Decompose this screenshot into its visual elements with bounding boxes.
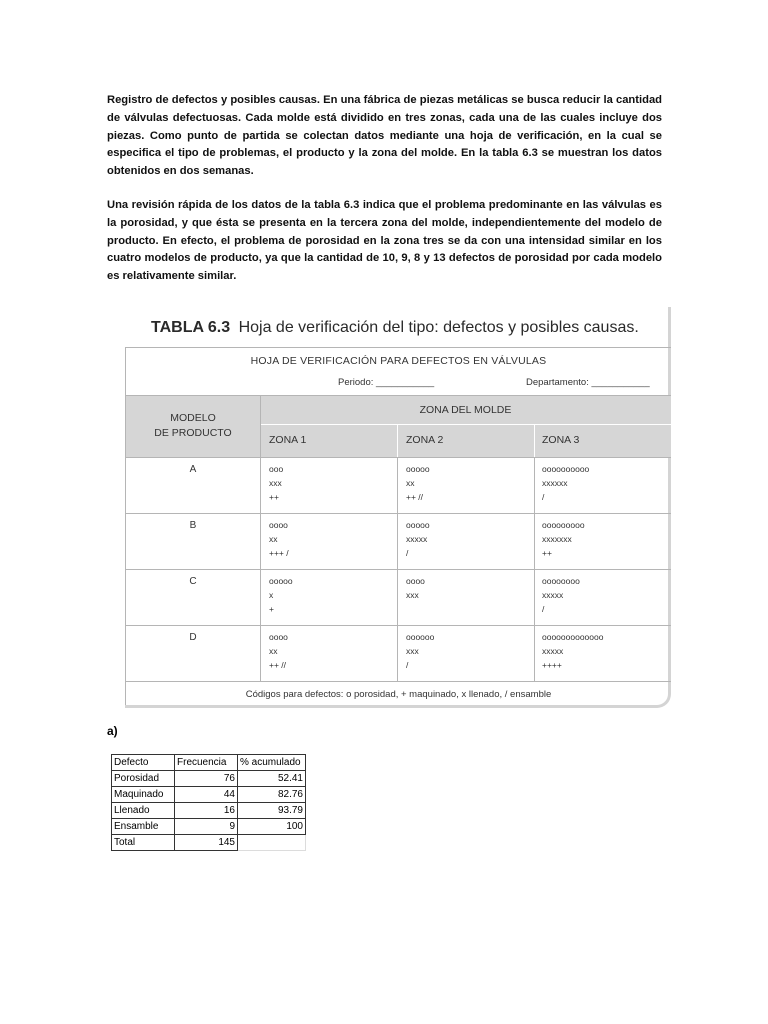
rule — [261, 424, 671, 425]
tally-fill: x — [269, 590, 274, 600]
rule — [397, 457, 398, 681]
cumulative-percent: 82.76 — [238, 787, 306, 803]
tally-porosity: oooo — [406, 576, 425, 586]
total-label: Total — [112, 835, 175, 851]
intro-paragraph: Registro de defectos y posibles causas. En una fábrica de piezas metálicas se busca reducir la cantidad de válvulas defectuosas. Cada molde está dividido en tres zonas, cada una de las cuales incluye dos piezas. Como punto de partida se colectan datos mediante una hoja de verificación, en la cual se especifica el tipo de problemas, el producto y la zona del molde. En la tabla 6.3 se muestran los datos obtenidos en dos semanas. — [107, 94, 662, 178]
tally-other: ++ // — [406, 492, 424, 502]
rule — [126, 681, 671, 682]
defect-name: Maquinado — [112, 787, 175, 803]
defect-name: Llenado — [112, 803, 175, 819]
total-frequency: 145 — [175, 835, 238, 851]
rule — [126, 395, 671, 396]
tally-fill: xx — [406, 478, 415, 488]
model-label: B — [189, 520, 197, 531]
tally-fill: xxxxx — [542, 590, 564, 600]
tally-cell — [542, 574, 580, 616]
tally-fill: xxx — [406, 590, 419, 600]
table-row — [112, 803, 320, 819]
tally-porosity: oooooo — [406, 632, 435, 642]
tally-cell — [406, 462, 430, 504]
zone-1-header: ZONA 1 — [269, 434, 307, 446]
tally-porosity: ooooooooo — [542, 520, 585, 530]
table-header-row — [112, 755, 320, 771]
check-sheet — [125, 347, 670, 705]
table-row — [112, 771, 320, 787]
cumulative-percent: 93.79 — [238, 803, 306, 819]
tally-porosity: oooooooooo — [542, 464, 590, 474]
frequency-value: 76 — [175, 771, 238, 787]
tally-porosity: ooo — [269, 464, 284, 474]
tally-fill: xx — [269, 646, 278, 656]
spreadsheet-gridline — [306, 819, 320, 835]
zone-2-header: ZONA 2 — [406, 434, 444, 446]
zone-3-header: ZONA 3 — [542, 434, 580, 446]
rule — [126, 457, 671, 458]
tally-cell — [406, 630, 434, 672]
rule — [534, 457, 535, 681]
spreadsheet-gridline — [306, 755, 320, 771]
sheet-title: HOJA DE VERIFICACIÓN PARA DEFECTOS EN VÁLVULAS — [250, 355, 547, 367]
tally-cell — [269, 574, 293, 616]
tally-cell — [542, 462, 589, 504]
tally-fill: xxx — [269, 478, 282, 488]
tally-cell — [542, 630, 603, 672]
tally-porosity: ooooooooooooo — [542, 632, 604, 642]
tally-cell — [542, 518, 585, 560]
rule — [126, 347, 671, 348]
tally-cell — [269, 518, 289, 560]
table-6-3 — [125, 307, 671, 708]
table-description: Hoja de verificación del tipo: defectos y posibles causas. — [238, 319, 639, 336]
tally-fill: xxxxx — [542, 646, 564, 656]
column-header: Frecuencia — [175, 755, 238, 771]
tally-other: / — [542, 604, 545, 614]
spreadsheet-gridline — [306, 835, 320, 851]
spreadsheet-gridline — [306, 787, 320, 803]
department-field: Departamento: ___________ — [526, 377, 650, 388]
column-header: Defecto — [112, 755, 175, 771]
tally-fill: xx — [269, 534, 278, 544]
tally-porosity: ooooo — [406, 464, 430, 474]
rule — [126, 513, 671, 514]
rule — [126, 625, 671, 626]
tally-cell — [269, 462, 283, 504]
spreadsheet-gridline — [306, 803, 320, 819]
tally-porosity: oooo — [269, 632, 288, 642]
section-label: a) — [107, 724, 118, 738]
model-label: C — [189, 576, 197, 587]
table-number: TABLA 6.3 — [151, 319, 231, 336]
model-label: A — [189, 464, 197, 475]
tally-other: +++ / — [269, 548, 289, 558]
frequency-value: 9 — [175, 819, 238, 835]
table-row — [112, 787, 320, 803]
frequency-value: 16 — [175, 803, 238, 819]
frequency-table — [111, 754, 320, 851]
table-total-row — [112, 835, 320, 851]
tally-cell — [406, 518, 430, 560]
tally-cell — [269, 630, 288, 672]
rule — [126, 569, 671, 570]
tally-cell — [406, 574, 425, 602]
tally-other: ++ — [542, 548, 552, 558]
defect-name: Porosidad — [112, 771, 175, 787]
tally-porosity: oooo — [269, 520, 288, 530]
tally-other: ++ // — [269, 660, 287, 670]
defect-codes-legend: Códigos para defectos: o porosidad, + maquinado, x llenado, / ensamble — [245, 689, 552, 700]
column-header: % acumulado — [238, 755, 306, 771]
analysis-paragraph: Una revisión rápida de los datos de la tabla 6.3 indica que el problema predominante en las válvulas es la porosidad, y que ésta se presenta en la tercera zona del molde, independientemente del modelo de producto. En efecto, el problema de porosidad en la zona tres se da con una intensidad similar en los cuatro modelos de producto, ya que la cantidad de 10, 9, 8 y 13 defectos de porosidad por cada modelo es relativamente similar. — [107, 199, 662, 283]
period-field: Periodo: ___________ — [338, 377, 435, 388]
tally-porosity: ooooo — [406, 520, 430, 530]
tally-fill: xxxxx — [406, 534, 428, 544]
table-caption — [151, 319, 639, 337]
tally-other: / — [406, 548, 409, 558]
tally-porosity: oooooooo — [542, 576, 580, 586]
table-row — [112, 819, 320, 835]
tally-fill: xxxxxx — [542, 478, 568, 488]
tally-porosity: ooooo — [269, 576, 293, 586]
tally-other: / — [542, 492, 545, 502]
cumulative-percent: 100 — [238, 819, 306, 835]
zones-row-bg — [261, 425, 671, 457]
tally-fill: xxx — [406, 646, 419, 656]
model-label: D — [189, 632, 197, 643]
tally-other: ++++ — [542, 660, 562, 670]
frequency-value: 44 — [175, 787, 238, 803]
zone-header: ZONA DEL MOLDE — [419, 404, 512, 416]
model-header-line: DE PRODUCTO — [154, 427, 232, 439]
empty-cell — [238, 835, 306, 851]
rule — [260, 395, 261, 681]
tally-other: / — [406, 660, 409, 670]
tally-fill: xxxxxxx — [542, 534, 572, 544]
tally-other: ++ — [269, 492, 279, 502]
spreadsheet-gridline — [306, 771, 320, 787]
model-header-line: MODELO — [170, 412, 216, 424]
model-header — [126, 411, 260, 441]
cumulative-percent: 52.41 — [238, 771, 306, 787]
tally-other: + — [269, 604, 274, 614]
defect-name: Ensamble — [112, 819, 175, 835]
